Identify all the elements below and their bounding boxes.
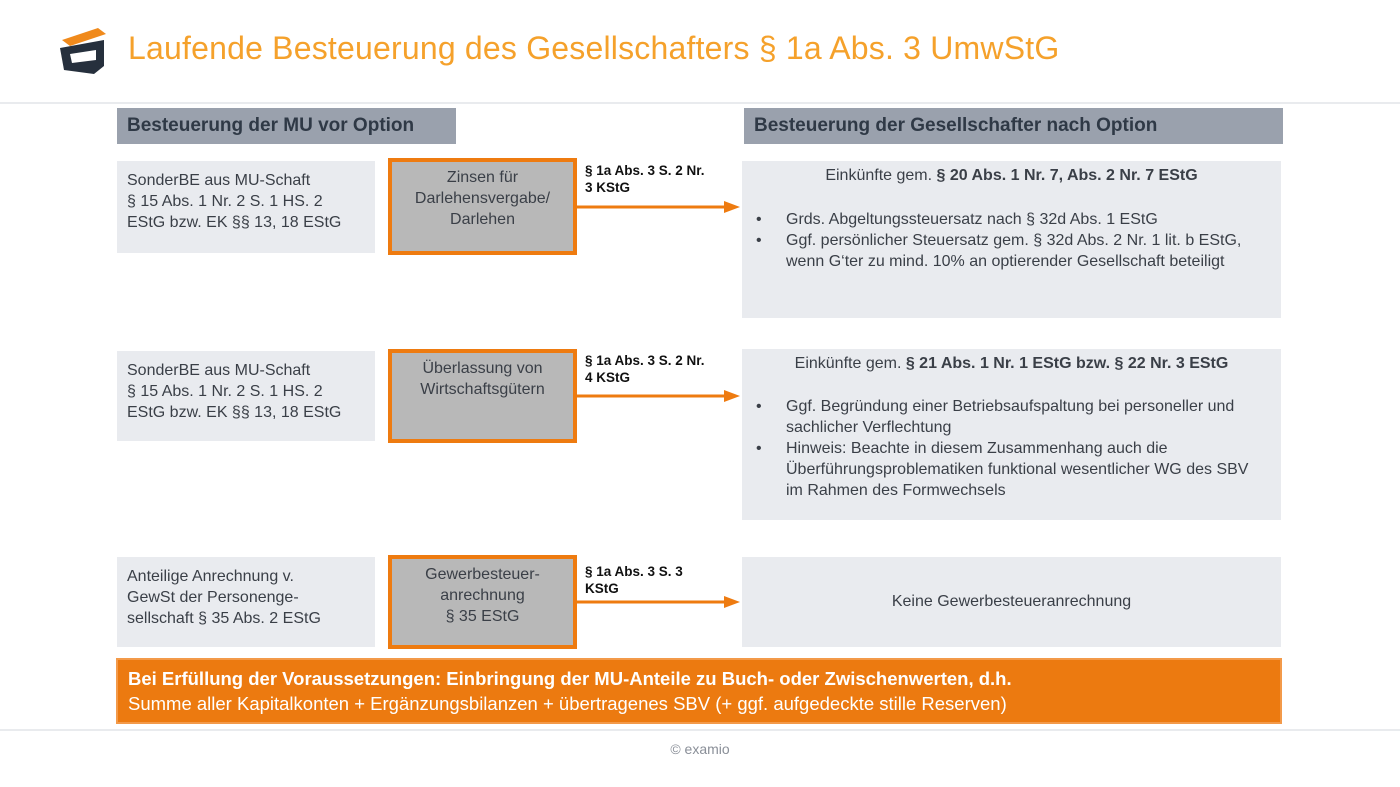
- target-box-2: [742, 349, 1281, 520]
- conclusion-line-2: Summe aller Kapitalkonten + Ergänzungsbilanzen + übertragenes SBV (+ ggf. aufgedeckte stille Reserven): [128, 693, 1007, 714]
- page-header: [0, 0, 1400, 104]
- target-heading-2: Einkünfte gem. § 21 Abs. 1 Nr. 1 EStG bzw. § 22 Nr. 3 EStG: [794, 355, 1229, 372]
- bullet-item: • Grds. Abgeltungssteuersatz nach § 32d Abs. 1 EStG: [756, 209, 1266, 230]
- arrow-3: [574, 595, 742, 609]
- paragraph-label-3: § 1a Abs. 3 S. 3 KStG: [585, 564, 683, 596]
- footer-divider: [0, 729, 1400, 731]
- target-box-3: [742, 557, 1281, 647]
- target-bullets-1: [756, 209, 1266, 272]
- bullet-item: • Ggf. persönlicher Steuersatz gem. § 32d Abs. 2 Nr. 1 lit. b EStG, wenn G‘ter zu mind. 10% an optierender Gesellschaft beteiligt: [756, 230, 1266, 272]
- copyright: © examio: [670, 741, 730, 757]
- middle-box-2: Überlassung von Wirtschaftsgütern: [388, 349, 577, 443]
- target-bullets-2: [756, 396, 1266, 501]
- paragraph-label-1: § 1a Abs. 3 S. 2 Nr. 3 KStG: [585, 163, 705, 195]
- target-heading-1: Einkünfte gem. § 20 Abs. 1 Nr. 7, Abs. 2 Nr. 7 EStG: [825, 167, 1198, 184]
- target-box-1: [742, 161, 1281, 318]
- right-column-header: Besteuerung der Gesellschafter nach Option: [744, 108, 1283, 144]
- bullet-item: • Hinweis: Beachte in diesem Zusammenhang auch die Überführungsproblematiken funktional wesentlicher WG des SBV im Rahmen des Formwechsels: [756, 438, 1266, 501]
- target-text-3: Keine Gewerbesteueranrechnung: [891, 593, 1132, 610]
- paragraph-label-2: § 1a Abs. 3 S. 2 Nr. 4 KStG: [585, 353, 705, 385]
- source-box-3: Anteilige Anrechnung v. GewSt der Personenge- sellschaft § 35 Abs. 2 EStG: [117, 557, 375, 647]
- left-column-header: Besteuerung der MU vor Option: [117, 108, 456, 144]
- bullet-item: • Ggf. Begründung einer Betriebsaufspaltung bei personeller und sachlicher Verflechtung: [756, 396, 1266, 438]
- source-box-1: SonderBE aus MU-Schaft § 15 Abs. 1 Nr. 2 S. 1 HS. 2 EStG bzw. EK §§ 13, 18 EStG: [117, 161, 375, 253]
- conclusion-line-1: Bei Erfüllung der Voraussetzungen: Einbringung der MU-Anteile zu Buch- oder Zwischenwerten, d.h.: [128, 668, 1012, 689]
- arrow-2: [574, 389, 742, 403]
- page-title: Laufende Besteuerung des Gesellschafters § 1a Abs. 3 UmwStG: [128, 30, 1060, 66]
- conclusion-box: [116, 658, 1282, 724]
- arrow-1: [574, 200, 742, 214]
- middle-box-1: Zinsen für Darlehensvergabe/ Darlehen: [388, 158, 577, 255]
- examio-logo-icon: [58, 26, 110, 78]
- middle-box-3: Gewerbesteuer- anrechnung § 35 EStG: [388, 555, 577, 649]
- source-box-2: SonderBE aus MU-Schaft § 15 Abs. 1 Nr. 2 S. 1 HS. 2 EStG bzw. EK §§ 13, 18 EStG: [117, 351, 375, 441]
